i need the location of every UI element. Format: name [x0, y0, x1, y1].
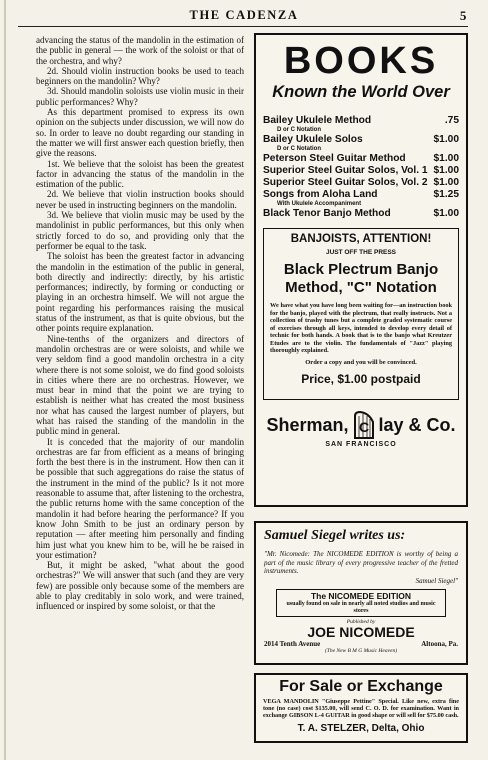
- banjo-title-line2: Method, "C" Notation: [285, 279, 437, 296]
- banjo-title: [270, 261, 452, 297]
- sale-body: VEGA MANDOLIN "Giuseppe Pettine" Special. Like new, extra fine tone (no case) cost $135.00, will send C. O. D. for examination. Want in exchange GIBSON L-4 GUITAR in good shape or will sell for $75.00 cash.: [263, 698, 459, 720]
- publisher-logo: [263, 410, 459, 440]
- book-price: $1.00: [433, 208, 459, 219]
- book-name: Bailey Ukulele Solos: [263, 134, 363, 145]
- book-item: [263, 165, 459, 177]
- article-paragraph: 2d. Should violin instruction books be used to teach beginners on the mandolin? Why?: [36, 65, 244, 87]
- book-item: [263, 115, 459, 127]
- book-item: [263, 177, 459, 189]
- siegel-signature: Samuel Siegel": [415, 576, 458, 585]
- book-name: Songs from Aloha Land: [263, 189, 378, 200]
- book-note: With Ukulele Accompaniment: [277, 201, 362, 207]
- book-name: Peterson Steel Guitar Method: [263, 153, 406, 164]
- book-price: $1.25: [433, 189, 459, 200]
- book-name: Bailey Ukulele Method: [263, 115, 372, 126]
- banjo-subheading: JUST OFF THE PRESS: [325, 249, 397, 256]
- books-ad: [254, 33, 468, 507]
- harp-icon: [351, 410, 377, 440]
- article-paragraph: It is conceded that the majority of our mandolin orchestras are far from efficient as a means of bringing forth the best there is in the instrument. How then can it be possible that such aggregations do raise the status of the instrument in the mind of the public? Is it not more reasonable to assume that, after listening to the orchestra, the public returns home with the same conception of the mandolin it had before hearing the performance? If you know John Smith to be just an ordinary person by reputation — after meeting him personally and finding him just what you knew him to be, will he be raised in your estimation?: [36, 436, 244, 560]
- article-paragraph: 3d. We believe that violin music may be used by the mandolinist in public performances, but this only when strictly forced to do so, and providing only that the performer be equal to the task.: [36, 210, 244, 251]
- book-price: $1.00: [433, 165, 459, 176]
- banjo-order: Order a copy and you will be convinced.: [305, 358, 417, 366]
- article-paragraph: As this department promised to express its own opinion on the subjects under discussion, we will now do so. In order to leave no doubt regarding our standing in the matter we will first answer each question briefly, then give the reasons.: [36, 107, 244, 159]
- sale-contact: T. A. STELZER, Delta, Ohio: [297, 722, 425, 734]
- article-paragraph: The soloist has been the greatest factor in advancing the mandolin in the estimation of the public in general, both directly and indirectly: directly, by his artistic performances; indirectly, by forming or conducting or playing in an orchestra himself. We will not argue the point regarding his performances raising the musical status of the instrument, as that is quite obvious, but the other points require explanation.: [36, 251, 244, 334]
- books-subtitle: Known the World Over: [272, 83, 450, 101]
- publisher-name-left: Sherman,: [266, 414, 349, 435]
- book-price: $1.00: [433, 153, 459, 164]
- siegel-heading: Samuel Siegel writes us:: [264, 528, 406, 543]
- book-item: [263, 208, 459, 220]
- published-by: Published by: [346, 618, 376, 625]
- banjo-price: Price, $1.00 postpaid: [301, 371, 421, 386]
- publisher-name-right: lay & Co.: [378, 414, 456, 435]
- book-price: $1.00: [433, 134, 459, 145]
- edition-box: [276, 589, 446, 617]
- sale-heading: For Sale or Exchange: [279, 678, 443, 695]
- book-name: Superior Steel Guitar Solos, Vol. 2: [263, 177, 428, 188]
- magazine-title: THE CADENZA: [189, 8, 299, 22]
- street-address: 2014 Tenth Avenue: [264, 639, 321, 648]
- siegel-quote: "Mr. Nicomede: The NICOMEDE EDITION is worthy of being a part of the music library of every progressive teacher of the fretted instruments.: [264, 550, 458, 576]
- book-price: $1.00: [433, 177, 459, 188]
- banjo-method-ad: [263, 228, 459, 400]
- page-number: 5: [459, 8, 468, 23]
- city-address: Altoona, Pa.: [421, 639, 458, 648]
- book-item: [263, 189, 459, 201]
- book-price: .75: [444, 115, 459, 126]
- book-note: D or C Notation: [277, 127, 321, 133]
- banjo-heading: BANJOISTS, ATTENTION!: [290, 233, 432, 245]
- book-name: Superior Steel Guitar Solos, Vol. 1: [263, 165, 428, 176]
- siegel-ad: [254, 521, 468, 665]
- article-paragraph: advancing the status of the mandolin in the estimation of the public in general — the work of the soloist or that of the orchestra, and why?: [36, 35, 244, 66]
- page-edge: [4, 0, 6, 760]
- books-title: BOOKS: [283, 40, 439, 82]
- edition-subtitle: usually found on sale in nearly all noted studios and music stores: [286, 600, 436, 614]
- article-paragraph: 3d. Should mandolin soloists use violin music in their public performances? Why?: [36, 86, 244, 107]
- nicomede-address: [264, 640, 458, 648]
- article-column: [36, 35, 244, 757]
- publisher-nicomede: JOE NICOMEDE: [307, 623, 415, 640]
- publisher-city: SAN FRANCISCO: [325, 441, 397, 448]
- book-item: [263, 153, 459, 165]
- nicomede-tagline: (The New B M G Music Heaven): [324, 647, 398, 654]
- banjo-description: We have what you have long been waiting for—an instruction book for the banjo, played with the plectrum, that really instructs. Not a collection of trashy tunes but a complete graded systematic course of exercises through all keys, intended to develop every detail of technic for both hands. A book that is to the banjo what Kreutzer Etudes are to the violin. The fundamentals of "Jazz" playing thoroughly explained.: [270, 302, 452, 354]
- edition-title: The NICOMEDE EDITION: [310, 590, 412, 601]
- book-list: [263, 115, 459, 220]
- article-paragraph: 2d. We believe that violin instruction books should never be used in instructing beginners on the mandolin.: [36, 189, 244, 210]
- article-paragraph: 1st. We believe that the soloist has been the greatest factor in advancing the status of the mandolin in the estimation of the public.: [36, 158, 244, 190]
- page-header: [20, 8, 468, 24]
- book-note: D or C Notation: [277, 146, 321, 152]
- book-name: Black Tenor Banjo Method: [263, 208, 391, 219]
- for-sale-ad: [254, 673, 468, 743]
- svg-text:C: C: [358, 419, 369, 435]
- article-paragraph: Nine-tenths of the organizers and directors of mandolin orchestras are or were soloists, and while we very seldom find a good mandolin orchestra in a city where there is not some soloist, we do find good soloists in cities where there are no orchestras. However, we must bear in mind that the point we are trying to establish is neither what has created the most business nor what has caused the largest number of players, but what has raised the standing of the mandolin in the public mind in general.: [36, 333, 244, 437]
- banjo-title-line1: Black Plectrum Banjo: [283, 261, 439, 278]
- article-paragraph: But, it might be asked, "what about the good orchestras?" We will answer that such (and they are very few) are possible only because some of the members are able to play creditably in solo work, and were trained, influenced or inspired by some soloist, or that the: [36, 560, 244, 612]
- header-rule: [18, 26, 468, 27]
- book-item: [263, 134, 459, 146]
